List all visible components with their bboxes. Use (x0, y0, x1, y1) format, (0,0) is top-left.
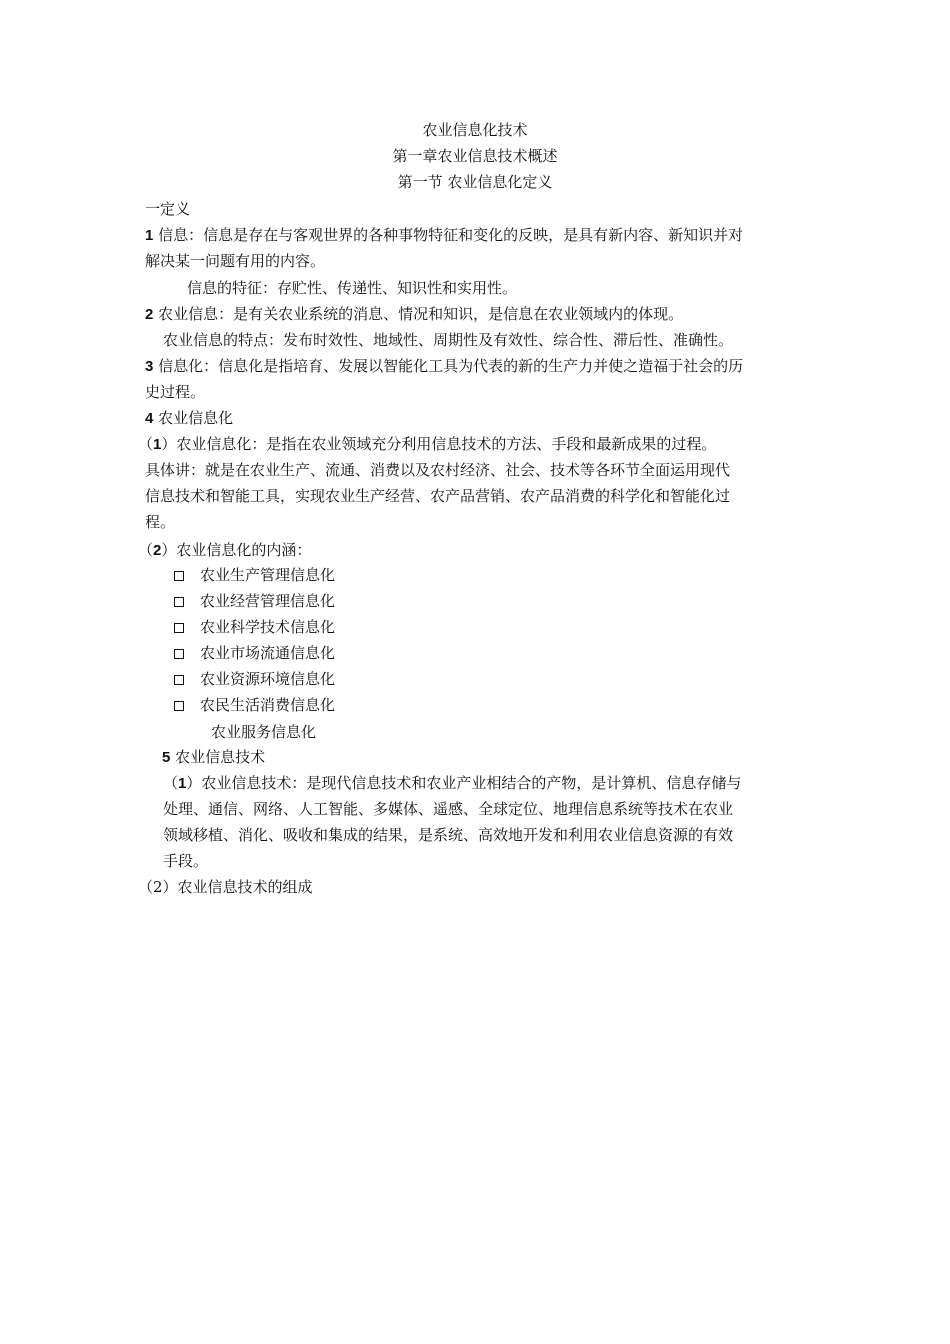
list-item-label: 农业经营管理信息化 (200, 592, 336, 610)
item-5-sub-1-number: 1 (178, 775, 187, 792)
item-5-sub-1-line-1 (163, 770, 741, 797)
checkbox-square-icon (174, 597, 184, 607)
item-2-text: 农业信息：是有关农业系统的消息、情况和知识，是信息在农业领域内的体现。 (158, 305, 684, 323)
item-4-sub-1-line-2: 具体讲：就是在农业生产、流通、消费以及农村经济、社会、技术等各环节全面运用现代 (145, 461, 731, 479)
list-item (174, 692, 335, 718)
list-item-label: 农民生活消费信息化 (200, 696, 336, 714)
open-paren: （ (138, 541, 154, 559)
item-4-sub-1-number: 1 (153, 436, 162, 453)
item-3-line-2: 史过程。 (145, 383, 206, 401)
item-4-sub-2-number: 2 (153, 542, 162, 559)
item-5-heading (162, 744, 265, 771)
item-2-feature: 农业信息的特点：发布时效性、地域性、周期性及有效性、综合性、滞后性、准确性。 (163, 331, 734, 349)
item-4-sub-1-line-3: 信息技术和智能工具，实现农业生产经营、农产品营销、农产品消费的科学化和智能化过 (145, 487, 731, 505)
item-2-line-1 (145, 301, 683, 328)
item-3-text: 信息化：信息化是指培育、发展以智能化工具为代表的新的生产力并使之造福于社会的历 (158, 357, 744, 375)
list-item-label: 农业市场流通信息化 (200, 644, 336, 662)
checkbox-square-icon (174, 571, 184, 581)
item-5-sub-1-line-2: 处理、通信、网络、人工智能、多媒体、遥感、全球定位、地理信息系统等技术在农业 (163, 800, 734, 818)
item-2-number: 2 (145, 306, 154, 323)
item-4-number: 4 (145, 410, 154, 427)
list-item (174, 640, 335, 666)
item-3-number: 3 (145, 358, 154, 375)
list-item (174, 614, 335, 640)
item-1-feature: 信息的特征：存贮性、传递性、知识性和实用性。 (187, 279, 518, 297)
checkbox-square-icon (174, 701, 184, 711)
list-item-label: 农业生产管理信息化 (200, 566, 336, 584)
item-1-line-1 (145, 222, 743, 249)
item-5-number: 5 (162, 749, 171, 766)
document-title: 农业信息化技术 (422, 121, 528, 139)
list-item-label: 农业科学技术信息化 (200, 618, 336, 636)
item-1-line-2: 解决某一问题有用的内容。 (145, 252, 326, 270)
item-4-heading (145, 405, 233, 432)
chapter-title: 第一章农业信息技术概述 (392, 147, 558, 165)
open-paren: （ (163, 774, 179, 792)
item-4-sub-1-line-4: 程。 (145, 513, 176, 531)
list-item (174, 588, 335, 614)
checkbox-square-icon (174, 675, 184, 685)
item-5-sub-1-text: ）农业信息技术：是现代信息技术和农业产业相结合的产物，是计算机、信息存储与 (186, 774, 742, 792)
list-item (174, 562, 335, 588)
checkbox-square-icon (174, 649, 184, 659)
item-1-text: 信息：信息是存在与客观世界的各种事物特征和变化的反映，是具有新内容、新知识并对 (158, 226, 744, 244)
item-5-sub-1-line-4: 手段。 (163, 852, 209, 870)
item-5-sub-1-line-3: 领域移植、消化、吸收和集成的结果，是系统、高效地开发和利用农业信息资源的有效 (163, 826, 734, 844)
list-item-label: 农业资源环境信息化 (200, 670, 336, 688)
item-4-sub-1-line-1 (138, 431, 716, 458)
section-title: 第一节 农业信息化定义 (397, 173, 553, 191)
item-5-heading-text: 农业信息技术 (175, 748, 266, 766)
item-5-sub-2: （2）农业信息技术的组成 (138, 878, 313, 896)
item-4-sub-1-text: ）农业信息化：是指在农业领域充分利用信息技术的方法、手段和最新成果的过程。 (161, 435, 717, 453)
checkbox-square-icon (174, 623, 184, 633)
part-heading: 一定义 (145, 200, 191, 218)
list-item-extra: 农业服务信息化 (211, 723, 317, 741)
open-paren: （ (138, 435, 154, 453)
item-4-heading-text: 农业信息化 (158, 409, 234, 427)
item-3-line-1 (145, 353, 743, 380)
item-4-sub-2 (138, 537, 311, 564)
list-item (174, 666, 335, 692)
item-1-number: 1 (145, 227, 154, 244)
item-4-sub-2-text: ）农业信息化的内涵： (161, 541, 312, 559)
